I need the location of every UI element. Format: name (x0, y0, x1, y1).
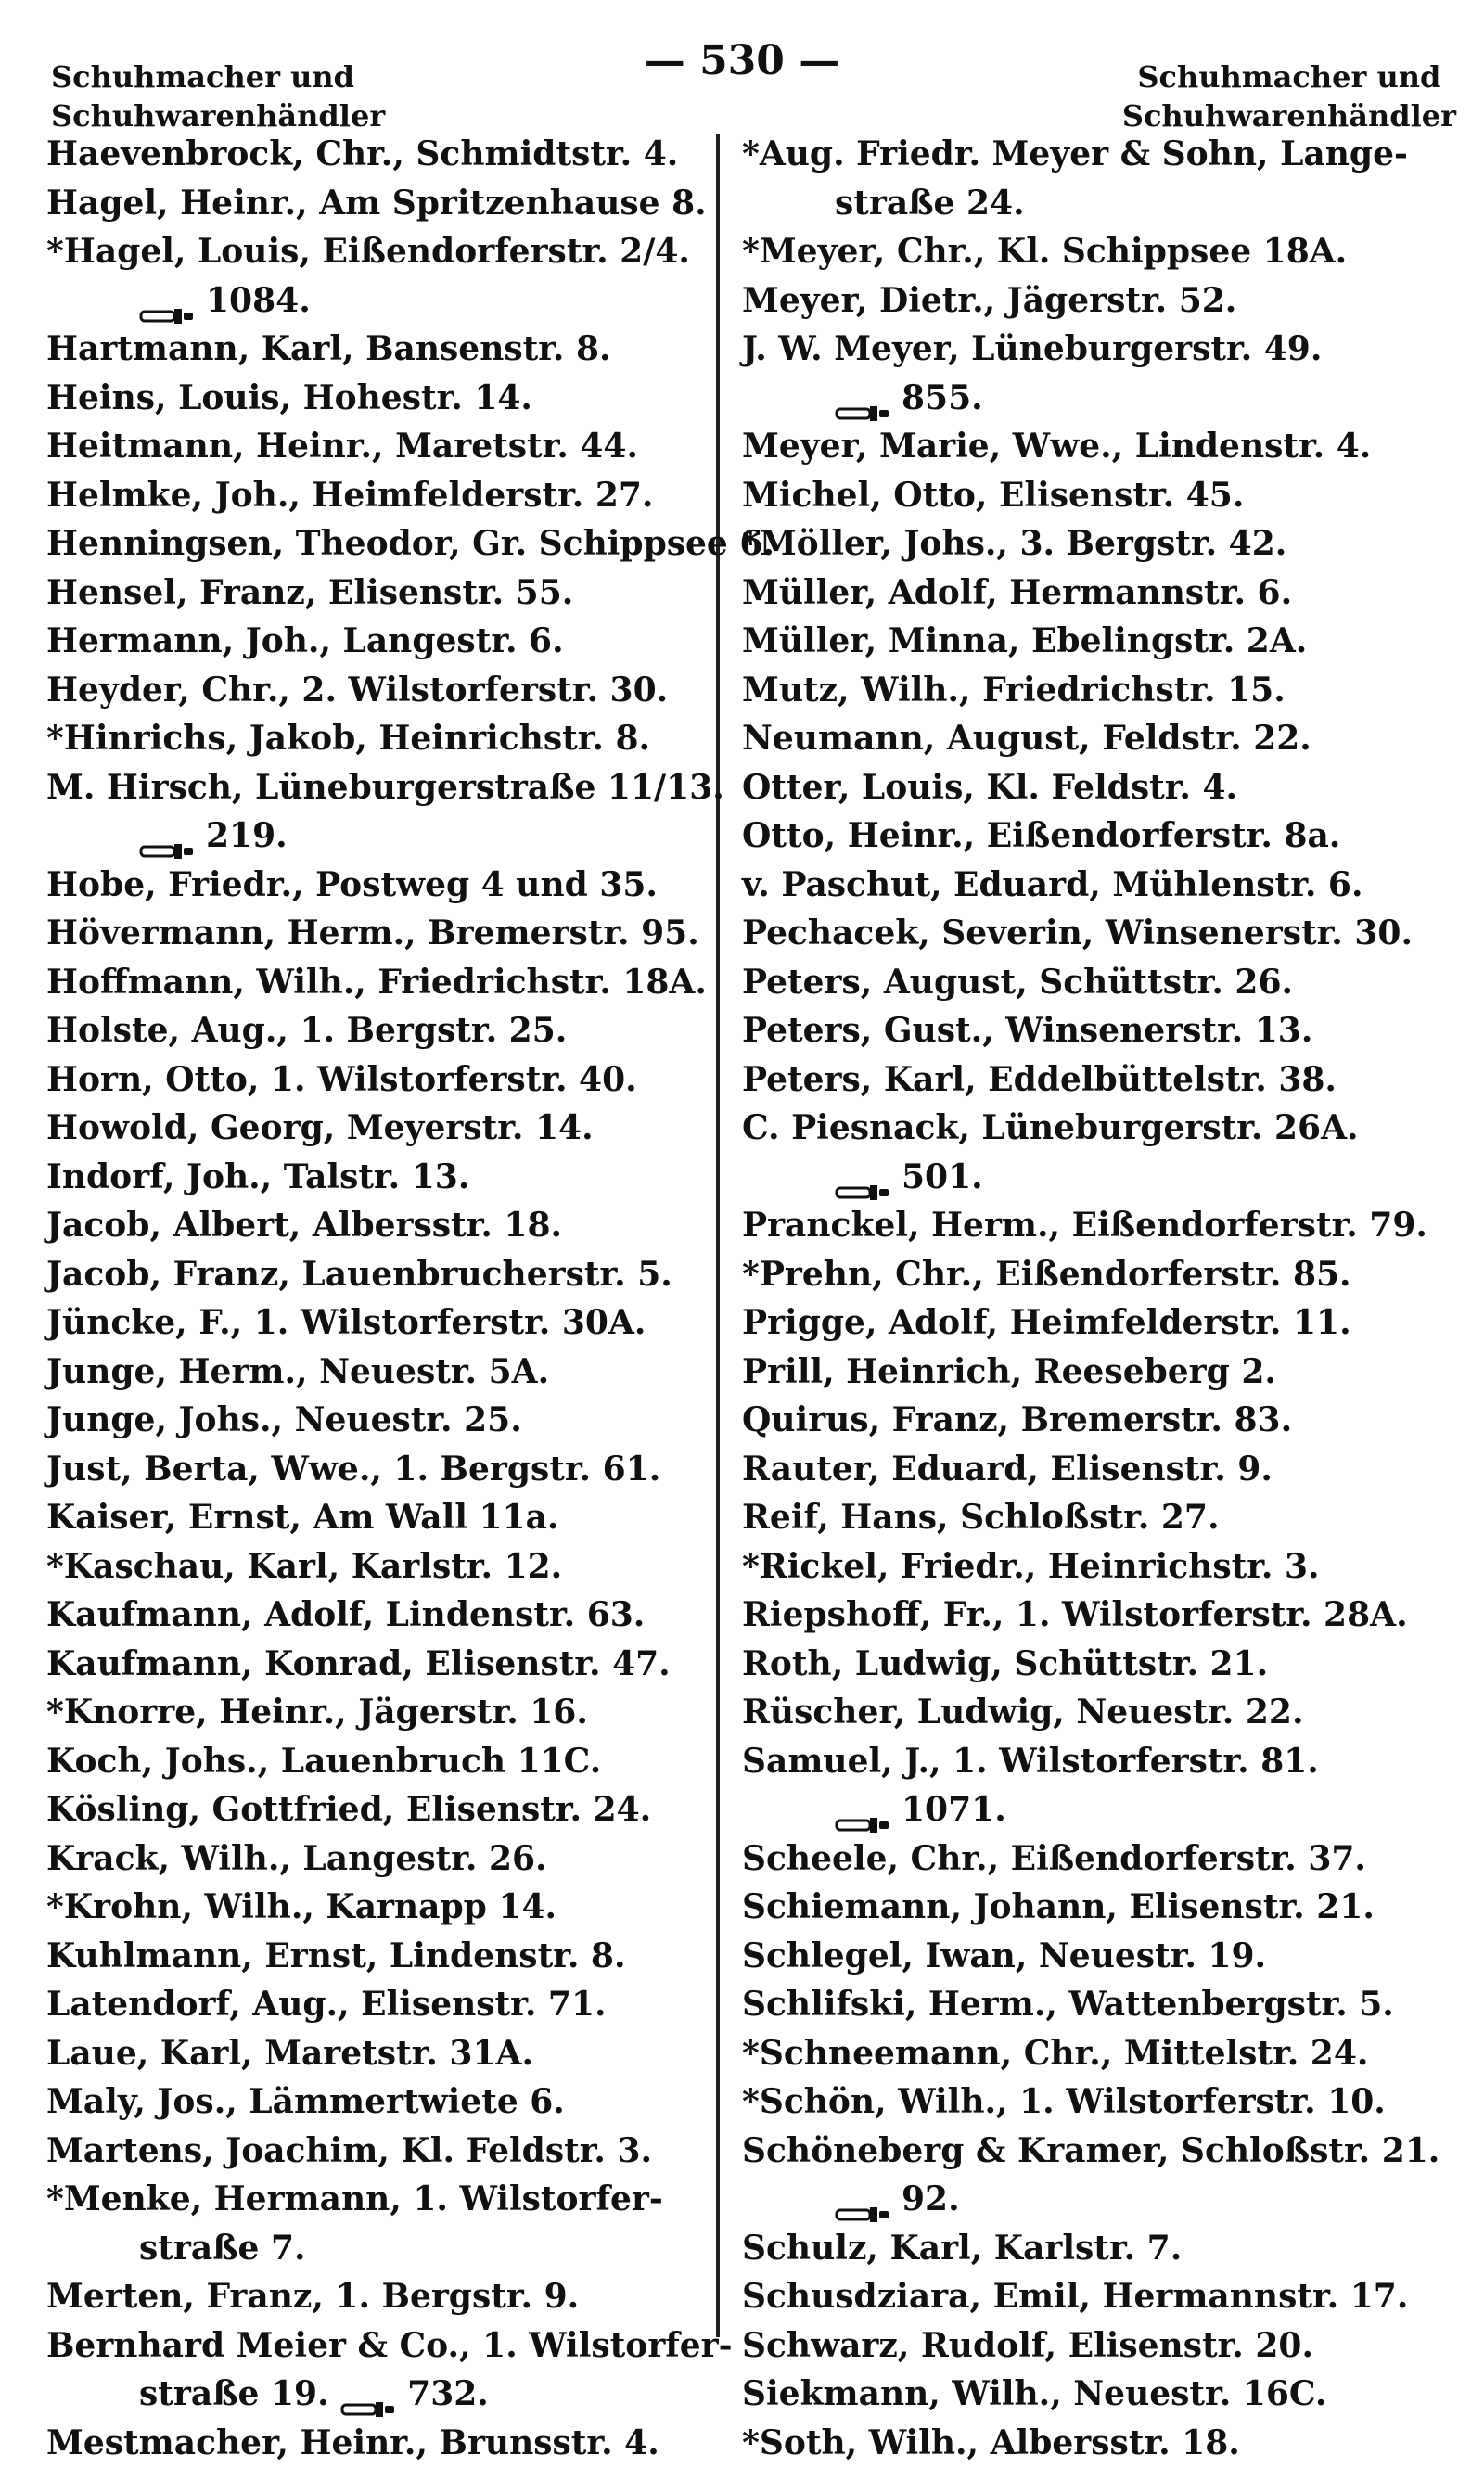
entry-text: *Hinrichs, Jakob, Heinrichstr. 8. (46, 719, 650, 758)
directory-entry (742, 1542, 1456, 1591)
directory-entry (742, 471, 1456, 520)
page-number: — 530 — (0, 37, 1484, 84)
entry-text: Jacob, Franz, Lauenbrucherstr. 5. (46, 1255, 672, 1294)
directory-entry (46, 2175, 710, 2224)
telephone-icon (835, 1169, 890, 1191)
entry-text: Junge, Herm., Neuestr. 5A. (46, 1352, 549, 1391)
entry-text: Holste, Aug., 1. Bergstr. 25. (46, 1011, 567, 1050)
directory-entry (46, 130, 710, 179)
entry-text: Meyer, Marie, Wwe., Lindenstr. 4. (742, 427, 1371, 466)
directory-entry (742, 2077, 1456, 2127)
directory-entry (742, 2029, 1456, 2078)
directory-entry (742, 1348, 1456, 1397)
telephone-icon (835, 2191, 890, 2213)
directory-entry (742, 958, 1456, 1007)
phone-number: 732. (407, 2374, 489, 2413)
directory-entry (46, 1201, 710, 1250)
entry-text: *Möller, Johs., 3. Bergstr. 42. (742, 524, 1286, 563)
entry-text: Otter, Louis, Kl. Feldstr. 4. (742, 768, 1237, 807)
directory-entry (46, 861, 710, 910)
entry-text: Pranckel, Herm., Eißendorferstr. 79. (742, 1206, 1427, 1245)
directory-entry (742, 861, 1456, 910)
directory-entry (46, 1006, 710, 1055)
directory-entry (742, 1006, 1456, 1055)
entry-text: Peters, Karl, Eddelbüttelstr. 38. (742, 1060, 1337, 1099)
directory-entry (742, 276, 1456, 326)
directory-entry (742, 2272, 1456, 2321)
entry-text: Schusdziara, Emil, Hermannstr. 17. (742, 2277, 1408, 2316)
telephone-icon (835, 390, 890, 412)
left-column (46, 130, 710, 2467)
entry-text: Jacob, Albert, Albersstr. 18. (46, 1206, 562, 1245)
directory-entry (46, 1104, 710, 1153)
directory-entry (742, 374, 1456, 423)
entry-text: *Meyer, Chr., Kl. Schippsee 18A. (742, 232, 1347, 271)
directory-entry (46, 227, 710, 276)
entry-text: Scheele, Chr., Eißendorferstr. 37. (742, 1839, 1366, 1878)
column-divider (716, 134, 720, 2337)
entry-text: *Menke, Hermann, 1. Wilstorfer- (46, 2179, 663, 2218)
directory-entry (742, 325, 1456, 374)
entry-text: Kaufmann, Adolf, Lindenstr. 63. (46, 1595, 645, 1634)
directory-entry (742, 1785, 1456, 1834)
directory-entry (46, 519, 710, 569)
entry-text: *Schneemann, Chr., Mittelstr. 24. (742, 2034, 1368, 2073)
directory-entry (46, 617, 710, 666)
entry-text: Müller, Minna, Ebelingstr. 2A. (742, 621, 1307, 660)
entry-text: Prill, Heinrich, Reeseberg 2. (742, 1352, 1276, 1391)
directory-entry (742, 714, 1456, 763)
directory-entry (742, 1493, 1456, 1542)
directory-entry (46, 1591, 710, 1640)
directory-entry (742, 763, 1456, 812)
directory-entry (46, 1298, 710, 1348)
directory-entry (46, 1250, 710, 1299)
entry-text: Otto, Heinr., Eißendorferstr. 8a. (742, 816, 1340, 855)
entry-text: Bernhard Meier & Co., 1. Wilstorfer- (46, 2326, 733, 2365)
entry-text: Hoffmann, Wilh., Friedrichstr. 18A. (46, 963, 707, 1002)
entry-text: Roth, Ludwig, Schüttstr. 21. (742, 1644, 1268, 1683)
entry-text: Rauter, Eduard, Elisenstr. 9. (742, 1450, 1273, 1489)
directory-entry (742, 1298, 1456, 1348)
entry-text: Quirus, Franz, Bremerstr. 83. (742, 1400, 1292, 1439)
directory-entry (742, 1932, 1456, 1981)
entry-text: Hartmann, Karl, Bansenstr. 8. (46, 329, 611, 368)
entry-text: Reif, Hans, Schloßstr. 27. (742, 1498, 1220, 1537)
phone-number: 219. (206, 816, 288, 855)
entry-text: Riepshoff, Fr., 1. Wilstorferstr. 28A. (742, 1595, 1408, 1634)
directory-entry (742, 812, 1456, 861)
directory-entry (742, 519, 1456, 569)
directory-entry (742, 227, 1456, 276)
directory-entry (742, 1396, 1456, 1445)
telephone-icon (340, 2385, 396, 2408)
directory-entry (742, 1055, 1456, 1105)
directory-entry (46, 1055, 710, 1105)
directory-entry (742, 617, 1456, 666)
entry-text: Schulz, Karl, Karlstr. 7. (742, 2229, 1182, 2268)
directory-entry (46, 1542, 710, 1591)
entry-text: Henningsen, Theodor, Gr. Schippsee 6. (46, 524, 774, 563)
entry-text: straße 7. (139, 2229, 306, 2268)
entry-text: Pechacek, Severin, Winsenerstr. 30. (742, 914, 1413, 952)
entry-text: *Rickel, Friedr., Heinrichstr. 3. (742, 1547, 1320, 1586)
directory-entry (46, 1883, 710, 1932)
entry-text: Rüscher, Ludwig, Neuestr. 22. (742, 1693, 1303, 1732)
directory-entry (46, 325, 710, 374)
entry-text: straße 19. (139, 2374, 329, 2413)
entry-text: Just, Berta, Wwe., 1. Bergstr. 61. (46, 1450, 660, 1489)
directory-entry (46, 1688, 710, 1737)
directory-entry (742, 909, 1456, 958)
directory-entry (742, 130, 1456, 179)
entry-text: Heins, Louis, Hohestr. 14. (46, 378, 532, 417)
directory-entry (742, 1153, 1456, 1202)
entry-text: Jüncke, F., 1. Wilstorferstr. 30A. (46, 1303, 646, 1342)
entry-text: Kösling, Gottfried, Elisenstr. 24. (46, 1790, 651, 1829)
entry-text: Indorf, Joh., Talstr. 13. (46, 1157, 469, 1196)
entry-text: Mestmacher, Heinr., Brunsstr. 4. (46, 2423, 659, 2462)
entry-text: *Soth, Wilh., Albersstr. 18. (742, 2423, 1240, 2462)
directory-entry (742, 569, 1456, 618)
directory-entry (46, 958, 710, 1007)
directory-entry (742, 1445, 1456, 1494)
entry-text: Hagel, Heinr., Am Spritzenhause 8. (46, 184, 707, 223)
directory-entry (46, 2224, 710, 2273)
entry-text: M. Hirsch, Lüneburgerstraße 11/13. (46, 768, 724, 807)
directory-entry (46, 2370, 710, 2419)
directory-entry (46, 1396, 710, 1445)
directory-entry (46, 1493, 710, 1542)
directory-entry (46, 1737, 710, 1786)
entry-text: Prigge, Adolf, Heimfelderstr. 11. (742, 1303, 1351, 1342)
entry-text: Hermann, Joh., Langestr. 6. (46, 621, 564, 660)
directory-entry (742, 1640, 1456, 1689)
entry-text: Mutz, Wilh., Friedrichstr. 15. (742, 671, 1286, 709)
header-right (1122, 58, 1456, 135)
entry-text: Siekmann, Wilh., Neuestr. 16C. (742, 2374, 1326, 2413)
directory-entry (742, 1688, 1456, 1737)
right-column (742, 130, 1456, 2467)
entry-text: Peters, Gust., Winsenerstr. 13. (742, 1011, 1312, 1050)
entry-text: straße 24. (835, 184, 1025, 223)
phone-number: 501. (902, 1157, 983, 1196)
entry-text: Meyer, Dietr., Jägerstr. 52. (742, 281, 1236, 320)
entry-text: Laue, Karl, Maretstr. 31A. (46, 2034, 533, 2073)
directory-entry (46, 1348, 710, 1397)
entry-text: *Krohn, Wilh., Karnapp 14. (46, 1887, 556, 1926)
entry-text: Michel, Otto, Elisenstr. 45. (742, 476, 1244, 515)
header-right-line2: Schuhwarenhändler (1122, 96, 1456, 135)
directory-entry (46, 2272, 710, 2321)
directory-entry (742, 1201, 1456, 1250)
phone-number: 1084. (206, 281, 311, 320)
directory-entry (46, 1445, 710, 1494)
directory-entry (46, 569, 710, 618)
entry-text: Schlegel, Iwan, Neuestr. 19. (742, 1937, 1266, 1975)
directory-entry (46, 2127, 710, 2176)
directory-entry (46, 2029, 710, 2078)
entry-text: Schlifski, Herm., Wattenbergstr. 5. (742, 1985, 1394, 2024)
entry-text: Schiemann, Johann, Elisenstr. 21. (742, 1887, 1375, 1926)
directory-entry (46, 1785, 710, 1834)
header-right-line1: Schuhmacher und (1122, 58, 1456, 96)
directory-entry (742, 1980, 1456, 2029)
directory-entry (742, 1250, 1456, 1299)
directory-entry (46, 1980, 710, 2029)
entry-text: Latendorf, Aug., Elisenstr. 71. (46, 1985, 607, 2024)
entry-text: J. W. Meyer, Lüneburgerstr. 49. (742, 329, 1322, 368)
header-left-line1: Schuhmacher und (51, 58, 385, 96)
directory-entry (46, 276, 710, 326)
directory-entry (742, 179, 1456, 228)
entry-text: Samuel, J., 1. Wilstorferstr. 81. (742, 1742, 1319, 1781)
directory-entry (46, 471, 710, 520)
directory-entry (742, 2370, 1456, 2419)
directory-entry (742, 1737, 1456, 1786)
entry-text: Horn, Otto, 1. Wilstorferstr. 40. (46, 1060, 637, 1099)
directory-entry (46, 909, 710, 958)
phone-number: 1071. (902, 1790, 1006, 1829)
entry-text: Koch, Johs., Lauenbruch 11C. (46, 1742, 601, 1781)
entry-text: Hensel, Franz, Elisenstr. 55. (46, 573, 573, 612)
directory-entry (46, 179, 710, 228)
entry-text: Heitmann, Heinr., Maretstr. 44. (46, 427, 638, 466)
entry-text: Kaiser, Ernst, Am Wall 11a. (46, 1498, 558, 1537)
entry-text: Krack, Wilh., Langestr. 26. (46, 1839, 547, 1878)
directory-entry (742, 1883, 1456, 1932)
entry-text: Junge, Johs., Neuestr. 25. (46, 1400, 522, 1439)
directory-entry (742, 666, 1456, 715)
telephone-icon (139, 827, 195, 850)
entry-text: Peters, August, Schüttstr. 26. (742, 963, 1293, 1002)
directory-entry (46, 1932, 710, 1981)
directory-entry (46, 374, 710, 423)
entry-text: Schöneberg & Kramer, Schloßstr. 21. (742, 2131, 1439, 2170)
entry-text: *Schön, Wilh., 1. Wilstorferstr. 10. (742, 2082, 1386, 2121)
entry-text: Müller, Adolf, Hermannstr. 6. (742, 573, 1292, 612)
directory-entry (46, 714, 710, 763)
directory-entry (46, 2321, 710, 2371)
entry-text: Martens, Joachim, Kl. Feldstr. 3. (46, 2131, 652, 2170)
directory-entry (742, 1591, 1456, 1640)
entry-text: Haevenbrock, Chr., Schmidtstr. 4. (46, 134, 678, 173)
directory-entry (742, 2127, 1456, 2176)
directory-entry (742, 422, 1456, 471)
directory-entry (46, 2419, 710, 2467)
entry-text: Kuhlmann, Ernst, Lindenstr. 8. (46, 1937, 626, 1975)
directory-entry (742, 2321, 1456, 2371)
entry-text: Maly, Jos., Lämmertwiete 6. (46, 2082, 565, 2121)
directory-entry (742, 2175, 1456, 2224)
entry-text: *Aug. Friedr. Meyer & Sohn, Lange- (742, 134, 1408, 173)
entry-text: Hövermann, Herm., Bremerstr. 95. (46, 914, 699, 952)
directory-entry (742, 2224, 1456, 2273)
phone-number: 855. (902, 378, 983, 417)
entry-text: *Prehn, Chr., Eißendorferstr. 85. (742, 1255, 1351, 1294)
entry-text: *Knorre, Heinr., Jägerstr. 16. (46, 1693, 588, 1732)
phone-number: 92. (902, 2179, 960, 2218)
entry-text: v. Paschut, Eduard, Mühlenstr. 6. (742, 865, 1363, 904)
directory-entry (742, 1104, 1456, 1153)
directory-entry (46, 812, 710, 861)
directory-entry (46, 422, 710, 471)
entry-text: *Kaschau, Karl, Karlstr. 12. (46, 1547, 562, 1586)
directory-entry (46, 1640, 710, 1689)
entry-text: Helmke, Joh., Heimfelderstr. 27. (46, 476, 653, 515)
entry-text: Heyder, Chr., 2. Wilstorferstr. 30. (46, 671, 668, 709)
directory-entry (46, 1834, 710, 1884)
entry-text: Schwarz, Rudolf, Elisenstr. 20. (742, 2326, 1313, 2365)
entry-text: Howold, Georg, Meyerstr. 14. (46, 1108, 594, 1147)
entry-text: Kaufmann, Konrad, Elisenstr. 47. (46, 1644, 671, 1683)
entry-text: Neumann, August, Feldstr. 22. (742, 719, 1311, 758)
directory-entry (742, 2419, 1456, 2467)
entry-text: Merten, Franz, 1. Bergstr. 9. (46, 2277, 579, 2316)
entry-text: C. Piesnack, Lüneburgerstr. 26A. (742, 1108, 1359, 1147)
entry-text: Hobe, Friedr., Postweg 4 und 35. (46, 865, 658, 904)
header-left-line2: Schuhwarenhändler (51, 96, 385, 135)
telephone-icon (835, 1801, 890, 1823)
entry-text: *Hagel, Louis, Eißendorferstr. 2/4. (46, 232, 690, 271)
directory-entry (742, 1834, 1456, 1884)
directory-entry (46, 1153, 710, 1202)
directory-entry (46, 2077, 710, 2127)
directory-entry (46, 666, 710, 715)
telephone-icon (139, 292, 195, 314)
directory-entry (46, 763, 710, 812)
